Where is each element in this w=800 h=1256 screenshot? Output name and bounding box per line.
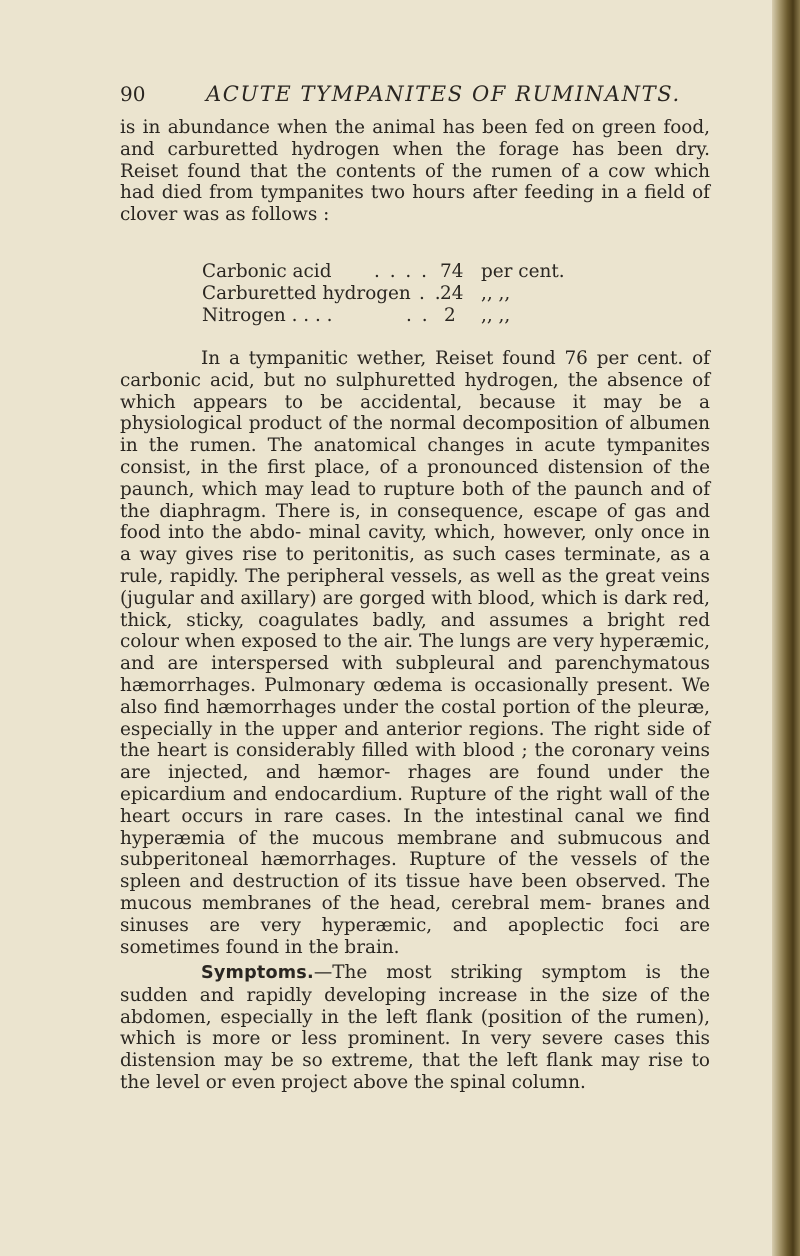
- gas-value: 2: [444, 304, 456, 326]
- leader-dots: . .: [419, 282, 443, 304]
- gas-value: 24: [440, 282, 464, 304]
- paragraph-intro: is in abundance when the animal has been fed on green food, and carburetted hydrogen when the forage has been dry. Reiset found that the contents of the rumen of a cow which had died from tympanites two hours after feeding in a field of clover was as follows :: [120, 117, 710, 226]
- table-row: [202, 305, 622, 327]
- running-title: ACUTE TYMPANITES OF RUMINANTS.: [206, 82, 681, 106]
- table-row: [202, 261, 622, 283]
- symptoms-heading: Symptoms.: [201, 963, 314, 983]
- gas-unit: per cent.: [481, 261, 565, 282]
- gas-name: Nitrogen . . . .: [202, 304, 333, 326]
- gas-unit: ,, ,,: [481, 282, 511, 304]
- leader-dots: . . . .: [374, 261, 429, 282]
- gas-value: 74: [440, 261, 464, 282]
- gas-unit: ,, ,,: [481, 304, 511, 326]
- gas-name: Carburetted hydrogen: [202, 282, 411, 304]
- gas-name: Carbonic acid: [202, 261, 332, 282]
- gas-composition-table: [202, 261, 622, 326]
- page-header: [120, 82, 720, 112]
- book-binding-edge: [772, 0, 800, 1256]
- paragraph-symptoms: [120, 962, 710, 1094]
- page-number: 90: [120, 82, 146, 106]
- table-row: [202, 283, 622, 305]
- paragraph-anatomical-changes: In a tympanitic wether, Reiset found 76 per cent. of carbonic acid, but no sulphuretted hydrogen, the absence of which appears to be accidental, because it may be a physiological product of the normal decomposition of albumen in the rumen. The anatomical changes in acute tympanites consist, in the first place, of a pronounced distension of the paunch, which may lead to rupture both of the paunch and of the diaphragm. There is, in consequence, escape of gas and food into the abdo- minal cavity, which, however, only once in a way gives rise to peritonitis, as such cases terminate, as a rule, rapidly. The peripheral vessels, as well as the great veins (jugular and axillary) are gorged with blood, which is dark red, thick, sticky, coagulates badly, and assumes a bright red colour when exposed to the air. The lungs are very hyperæmic, and are interspersed with subpleural and parenchymatous hæmorrhages. Pulmonary œdema is occasionally present. We also find hæmorrhages under the costal portion of the pleuræ, especially in the upper and anterior regions. The right side of the heart is considerably filled with blood ; the coronary veins are injected, and hæmor- rhages are found under the epicardium and endocardium. Rupture of the right wall of the heart occurs in rare cases. In the intestinal canal we find hyperæmia of the mucous membrane and submucous and subperitoneal hæmorrhages. Rupture of the vessels of the spleen and destruction of its tissue have been observed. The mucous membranes of the head, cerebral mem- branes and sinuses are very hyperæmic, and apoplectic foci are sometimes found in the brain.: [120, 348, 710, 958]
- leader-dots: . .: [406, 304, 430, 326]
- symptoms-text: —The most striking symptom is the sudden and rapidly developing increase in the size of the abdomen, especially in the left flank (position of the rumen), which is more or less prominent. In very severe cases this distension may be so extreme, that the left flank may rise to the level or even project above the spinal column.: [120, 962, 710, 1093]
